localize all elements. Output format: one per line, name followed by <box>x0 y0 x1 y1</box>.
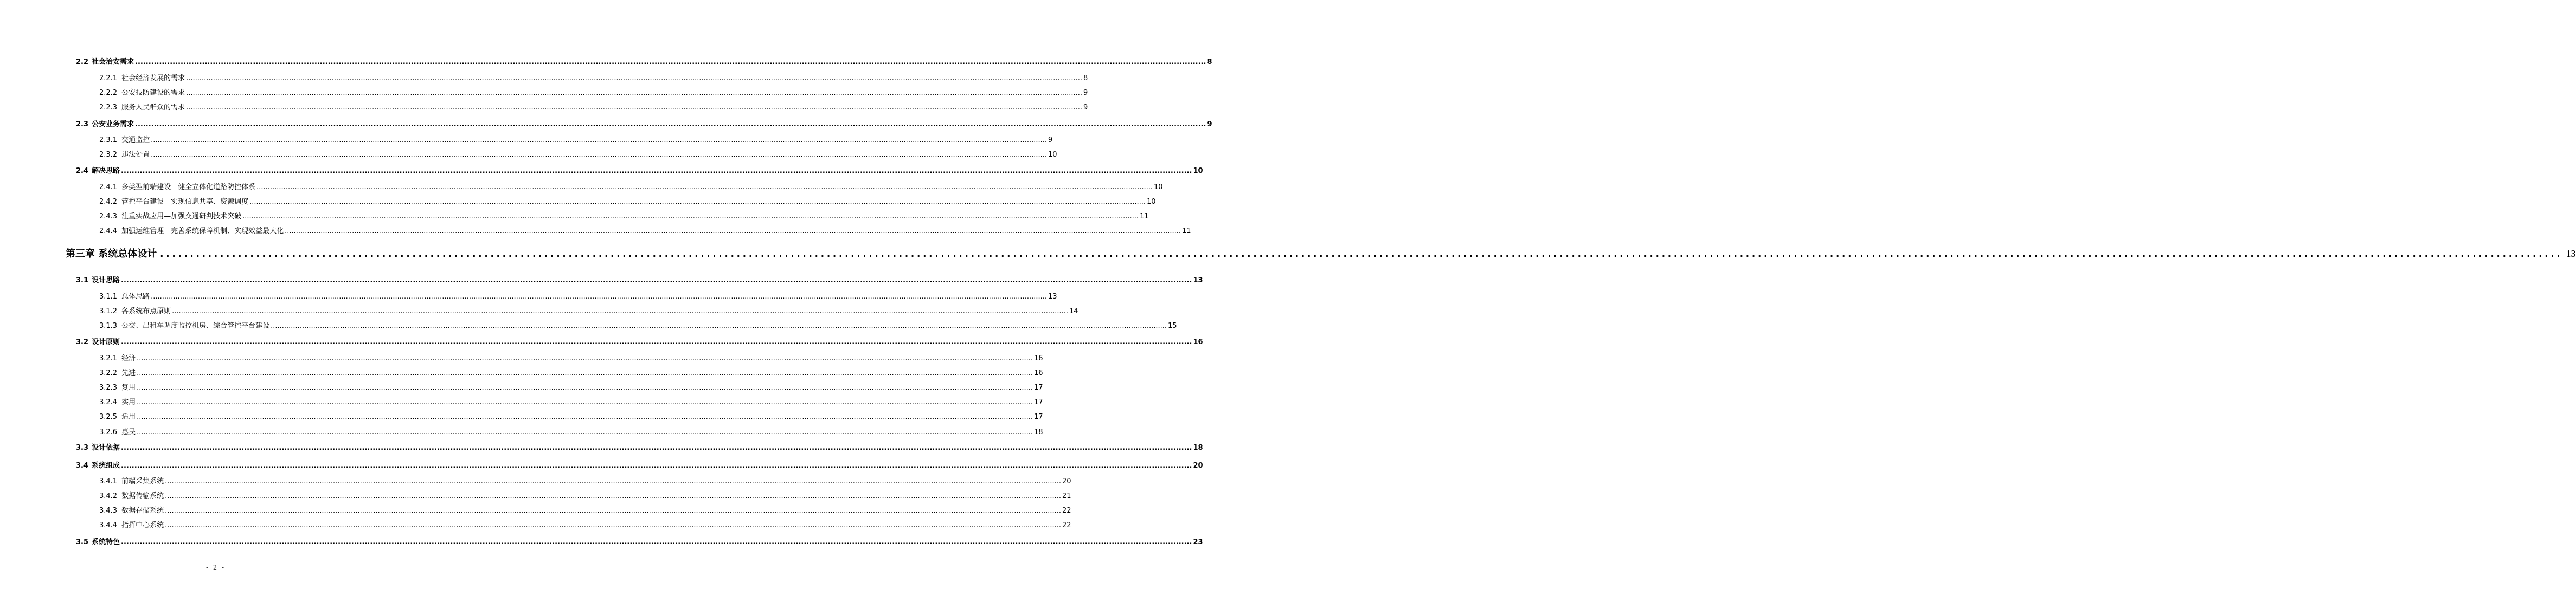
toc-entry-page: 16 <box>1034 354 1043 363</box>
toc-entry-number: 2.4.1 <box>99 183 118 191</box>
toc-entry-number: 3.1 <box>76 276 89 284</box>
toc-entry[interactable] <box>99 72 1088 83</box>
toc-entry-title: 数据存储系统 <box>121 507 164 515</box>
toc-entry-title: 经济 <box>121 354 136 363</box>
toc-entry-title: 前端采集系统 <box>121 477 164 486</box>
toc-entry-number: 3.4.1 <box>99 477 118 486</box>
toc-entry-page: 8 <box>1207 58 1212 66</box>
toc-entry-page: 18 <box>1193 444 1203 452</box>
toc-entry-number: 2.3 <box>76 120 89 128</box>
toc-entry[interactable] <box>99 320 1177 331</box>
toc-entry[interactable] <box>99 290 1057 301</box>
toc-entry-number: 3.4.3 <box>99 507 118 515</box>
toc-dot-leader: ................................................................................................................................................................................................................................................................................................................................................................................................................ <box>137 413 1033 421</box>
toc-entry[interactable] <box>99 101 1088 112</box>
toc-dot-leader: ................................................................................................................................................................................................................................................................................................................................................................................................................ <box>121 444 1192 452</box>
toc-entry-number: 2.4 <box>76 167 89 175</box>
toc-entry-page: 17 <box>1034 413 1043 421</box>
toc-entry-number: 3.2.3 <box>99 384 118 392</box>
toc-dot-leader: ................................................................................................................................................................................................................................................................................................................................................................................................................ <box>121 167 1192 175</box>
toc-entry-title: 设计依据 <box>92 444 120 452</box>
toc-entry-number: 2.3.1 <box>99 136 118 144</box>
toc-entry-page: 16 <box>1193 338 1203 346</box>
toc-entry[interactable] <box>76 336 1203 347</box>
toc-dot-leader: ................................................................................................................................................................................................................................................................................................................................................................................................................ <box>121 276 1192 284</box>
toc-entry-number: 3.1.3 <box>99 322 118 330</box>
toc-entry-page: 10 <box>1147 198 1156 206</box>
toc-entry[interactable] <box>99 504 1071 515</box>
toc-entry-number: 3.2.4 <box>99 398 118 406</box>
toc-dot-leader: ................................................................................................................................................................................................................................................................................................................................................................................................................ <box>151 136 1048 144</box>
toc-entry[interactable] <box>99 305 1078 316</box>
toc-entry-number: 3.4 <box>76 462 89 470</box>
toc-entry-title: 多类型前端建设—健全立体化道路防控体系 <box>121 183 256 191</box>
toc-entry-number: 2.4.2 <box>99 198 118 206</box>
toc-entry[interactable] <box>99 181 1163 192</box>
toc-entry-title: 系统特色 <box>92 538 120 546</box>
toc-entry-page: 15 <box>1168 322 1177 330</box>
toc-entry-page: 10 <box>1154 183 1163 191</box>
toc-entry[interactable] <box>99 396 1043 407</box>
toc-entry-page: 13 <box>2566 248 2576 259</box>
toc-dot-leader: ................................................................................................................................................................................................................................................................................................................................................................................................................ <box>165 477 1062 486</box>
toc-entry-title: 公安技防建设的需求 <box>121 89 185 97</box>
toc-entry[interactable] <box>99 87 1088 98</box>
toc-entry-number: 3.1.2 <box>99 307 118 315</box>
toc-entry-title: 交通监控 <box>121 136 150 144</box>
toc-entry-page: 11 <box>1182 227 1191 235</box>
toc-entry[interactable] <box>76 118 1212 129</box>
toc-entry[interactable] <box>99 426 1043 437</box>
toc-dot-leader: ................................................................................................................................................................................................................................................................................................................................................................................................................ <box>186 74 1083 82</box>
toc-dot-leader: ................................................................................................................................................................................................................................................................................................................................................................................................................ <box>271 322 1167 330</box>
toc-dot-leader: ................................................................................................................................................................................................................................................................................................................................................................................................................ <box>242 212 1139 221</box>
toc-entry-number: 2.2.2 <box>99 89 118 97</box>
toc-entry-page: 8 <box>1083 74 1088 82</box>
toc-entry[interactable] <box>99 148 1057 159</box>
toc-dot-leader: ................................................................................................................................................................................................................................................................................................................................................................................................................ <box>121 538 1192 546</box>
toc-entry-page: 9 <box>1048 136 1053 144</box>
toc-entry-title: 总体思路 <box>121 293 150 301</box>
toc-entry[interactable] <box>99 134 1053 145</box>
toc-entry-page: 13 <box>1048 293 1057 301</box>
toc-entry[interactable] <box>99 490 1071 501</box>
toc-entry[interactable] <box>99 196 1156 206</box>
toc-entry-page: 9 <box>1207 120 1212 128</box>
toc-entry-title: 社会经济发展的需求 <box>121 74 185 82</box>
toc-entry-title: 解决思路 <box>92 167 120 175</box>
toc-entry-page: 11 <box>1140 212 1149 221</box>
toc-entry-number: 3.2.6 <box>99 428 118 436</box>
toc-entry-number: 3.3 <box>76 444 89 452</box>
toc-entry-title: 系统组成 <box>92 462 120 470</box>
toc-entry-number: 3.5 <box>76 538 89 546</box>
toc-entry[interactable] <box>99 475 1071 486</box>
toc-entry-page: 20 <box>1062 477 1071 486</box>
toc-entry-title: 服务人民群众的需求 <box>121 104 185 112</box>
toc-entry-title: 实用 <box>121 398 136 406</box>
toc-dot-leader: ................................................................................................................................................................................................................................................................................................................................................................................................................ <box>121 462 1192 470</box>
toc-dot-leader: ................................................................................................................................................................................................................................................................................................................................................................................................................ <box>249 198 1146 206</box>
toc-dot-leader: ................................................................................................................................................................................................................................................................................................................................................................................................................ <box>135 120 1206 128</box>
toc-entry-page: 16 <box>1034 369 1043 377</box>
toc-entry-page: 23 <box>1193 538 1203 546</box>
toc-entry-number: 2.2.1 <box>99 74 118 82</box>
toc-entry[interactable] <box>76 56 1212 67</box>
toc-dot-leader: ................................................................................................................................................................................................................................................................................................................................................................................................................ <box>172 307 1069 315</box>
toc-entry[interactable] <box>76 165 1203 176</box>
toc-entry-number: 3.2.2 <box>99 369 118 377</box>
toc-entry-number: 3.4.2 <box>99 492 118 500</box>
toc-entry[interactable] <box>76 442 1203 452</box>
toc-chapter-entry[interactable] <box>66 246 2576 261</box>
toc-entry[interactable] <box>76 536 1203 547</box>
toc-dot-leader: ................................................................................................................................................................................................................................................................................................................................................................................................................ <box>135 58 1206 66</box>
toc-entry-title: 第三章 系统总体设计 <box>66 248 157 260</box>
toc-entry-title: 各系统布点原则 <box>121 307 171 315</box>
toc-entry-title: 适用 <box>121 413 136 421</box>
toc-entry-title: 复用 <box>121 384 136 392</box>
toc-entry-number: 3.1.1 <box>99 293 118 301</box>
toc-dot-leader: ................................................................................................................................................................................................................................................................................................................................................................................................................ <box>151 293 1048 301</box>
toc-dot-leader: ................................................................................................................................................................................................................................................................................................................................................................................................................ <box>137 369 1033 377</box>
toc-dot-leader: ................................................................................................................................................................................................................................................................................................................................................................................................................ <box>137 354 1033 363</box>
toc-entry-title: 公交、出租车调度监控机房、综合管控平台建设 <box>121 322 270 330</box>
toc-dot-leader: ................................................................................................................................................................................................................................................................................................................................................................................................................ <box>137 398 1033 406</box>
toc-entry-page: 9 <box>1083 89 1088 97</box>
toc-entry-page: 13 <box>1193 276 1203 284</box>
toc-entry-title: 惠民 <box>121 428 136 436</box>
toc-entry[interactable] <box>99 519 1071 530</box>
toc-dot-leader: ................................................................................................................................................................................................................................................................................................................................................................................................................ <box>160 249 2563 259</box>
toc-entry[interactable] <box>99 210 1149 221</box>
toc-entry-title: 设计思路 <box>92 276 120 284</box>
toc-entry-title: 公安业务需求 <box>92 120 134 128</box>
toc-entry[interactable] <box>76 274 1203 285</box>
toc-entry-page: 22 <box>1062 521 1071 529</box>
toc-entry-title: 注重实战应用—加强交通研判技术突破 <box>121 212 242 221</box>
toc-entry-number: 3.4.4 <box>99 521 118 529</box>
toc-entry-number: 2.4.4 <box>99 227 118 235</box>
toc-entry-page: 21 <box>1062 492 1071 500</box>
toc-entry-title: 违法处置 <box>121 151 150 159</box>
toc-entry-number: 3.2.1 <box>99 354 118 363</box>
toc-entry[interactable] <box>99 367 1043 378</box>
toc-entry[interactable] <box>99 411 1043 422</box>
toc-entry-page: 17 <box>1034 398 1043 406</box>
toc-entry-title: 设计原则 <box>92 338 120 346</box>
toc-entry-title: 社会治安需求 <box>92 58 134 66</box>
toc-entry-title: 指挥中心系统 <box>121 521 164 529</box>
toc-entry[interactable] <box>99 352 1043 363</box>
toc-entry-number: 2.3.2 <box>99 151 118 159</box>
toc-entry-title: 加强运维管理—完善系统保障机制、实现效益最大化 <box>121 227 284 235</box>
toc-dot-leader: ................................................................................................................................................................................................................................................................................................................................................................................................................ <box>285 227 1181 235</box>
toc-dot-leader: ................................................................................................................................................................................................................................................................................................................................................................................................................ <box>165 492 1062 500</box>
toc-dot-leader: ................................................................................................................................................................................................................................................................................................................................................................................................................ <box>165 521 1062 529</box>
toc-entry-title: 数据传输系统 <box>121 492 164 500</box>
toc-entry-page: 17 <box>1034 384 1043 392</box>
toc-dot-leader: ................................................................................................................................................................................................................................................................................................................................................................................................................ <box>151 151 1048 159</box>
toc-entry[interactable] <box>99 225 1191 236</box>
toc-entry-page: 9 <box>1083 104 1088 112</box>
toc-entry[interactable] <box>76 460 1203 470</box>
toc-dot-leader: ................................................................................................................................................................................................................................................................................................................................................................................................................ <box>121 338 1192 346</box>
footer-page-number: - 2 - <box>205 564 225 571</box>
toc-entry-page: 10 <box>1193 167 1203 175</box>
toc-entry-number: 2.2 <box>76 58 89 66</box>
toc-entry-title: 先进 <box>121 369 136 377</box>
toc-entry-page: 14 <box>1069 307 1078 315</box>
toc-entry-page: 22 <box>1062 507 1071 515</box>
toc-dot-leader: ................................................................................................................................................................................................................................................................................................................................................................................................................ <box>186 89 1083 97</box>
toc-dot-leader: ................................................................................................................................................................................................................................................................................................................................................................................................................ <box>165 507 1062 515</box>
toc-entry-number: 2.2.3 <box>99 104 118 112</box>
toc-entry-number: 2.4.3 <box>99 212 118 221</box>
toc-dot-leader: ................................................................................................................................................................................................................................................................................................................................................................................................................ <box>186 104 1083 112</box>
toc-entry-page: 18 <box>1034 428 1043 436</box>
toc-entry-page: 20 <box>1193 462 1203 470</box>
toc-entry-page: 10 <box>1048 151 1057 159</box>
toc-entry-title: 管控平台建设—实现信息共享、资源调度 <box>121 198 249 206</box>
toc-dot-leader: ................................................................................................................................................................................................................................................................................................................................................................................................................ <box>256 183 1153 191</box>
toc-dot-leader: ................................................................................................................................................................................................................................................................................................................................................................................................................ <box>137 384 1033 392</box>
toc-entry-number: 3.2 <box>76 338 89 346</box>
toc-entry[interactable] <box>99 381 1043 392</box>
toc-entry-number: 3.2.5 <box>99 413 118 421</box>
toc-dot-leader: ................................................................................................................................................................................................................................................................................................................................................................................................................ <box>137 428 1033 436</box>
